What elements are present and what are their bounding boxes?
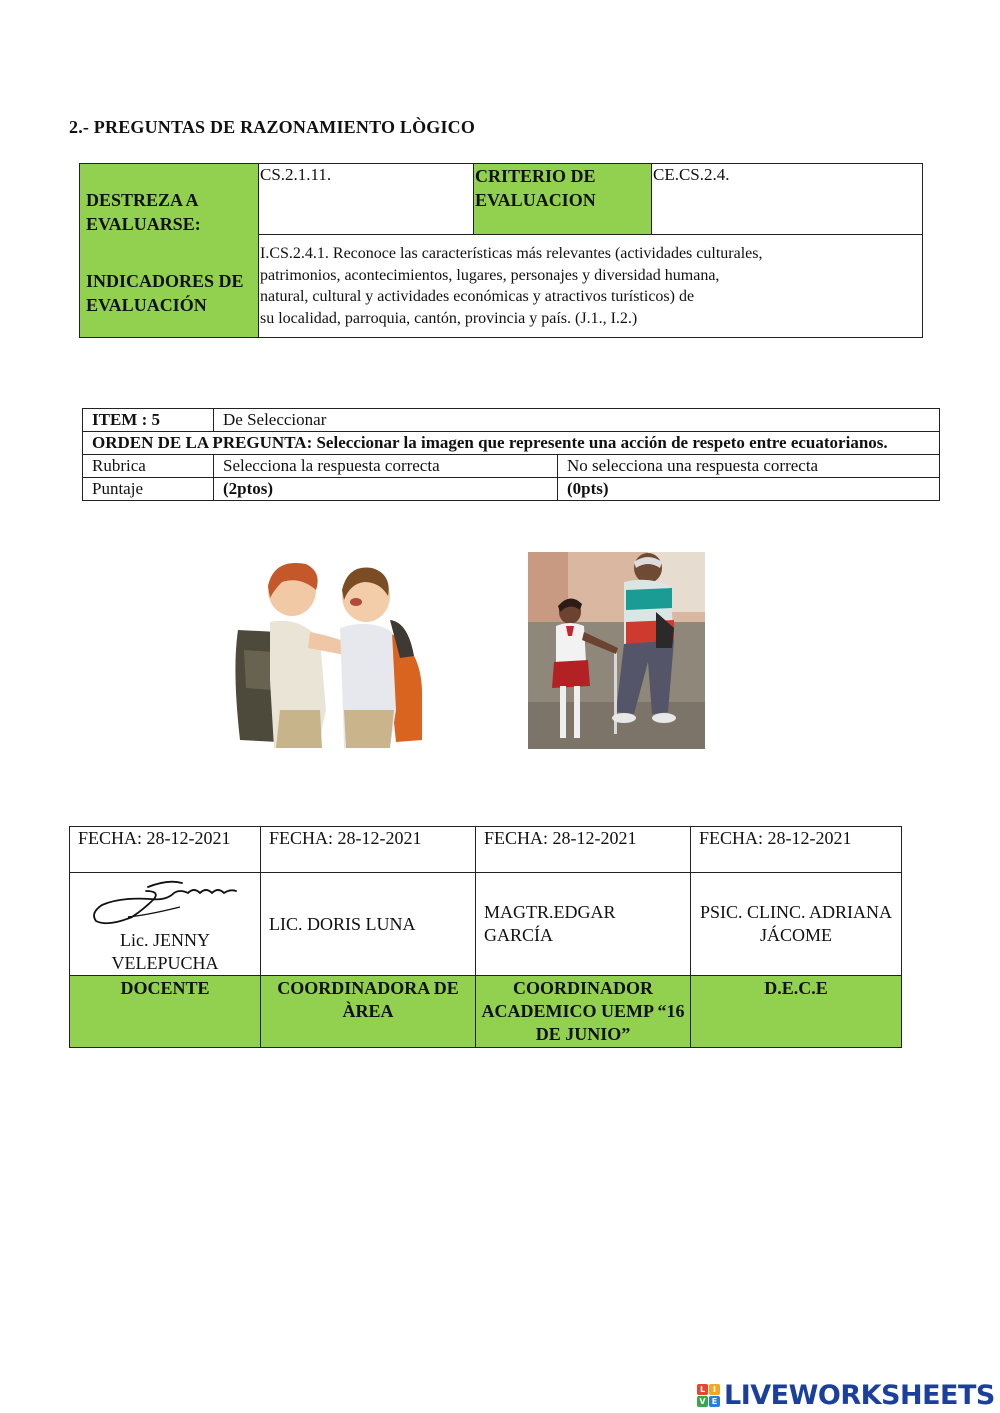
criterio-code: CE.CS.2.4. (652, 164, 923, 235)
signature-table (69, 826, 902, 1048)
orden-pregunta: ORDEN DE LA PREGUNTA: Seleccionar la imagen que represente una acción de respeto entre ecuatorianos. (92, 433, 888, 452)
indicador-line: patrimonios, acontecimientos, lugares, personajes y diversidad humana, (260, 266, 720, 284)
coordinador-name: MAGTR.EDGAR GARCÍA (476, 873, 691, 976)
rubrica-incorrect: No selecciona una respuesta correcta (558, 455, 940, 478)
liveworksheets-logo-icon (697, 1384, 720, 1407)
indicador-text (259, 235, 923, 338)
liveworksheets-wordmark: LIVEWORKSHEETS (724, 1379, 995, 1411)
docente-name: Lic. JENNY VELEPUCHA (111, 930, 219, 973)
destreza-label: DESTREZA A EVALUARSE: (86, 190, 201, 234)
left-label-cell (80, 164, 259, 338)
destreza-code: CS.2.1.11. (259, 164, 474, 235)
criterio-label: CRITERIO DE EVALUACION (474, 164, 652, 235)
item-label: ITEM : 5 (92, 410, 160, 429)
signature-docente-cell (70, 873, 261, 976)
dece-name: PSIC. CLINC. ADRIANA JÁCOME (691, 873, 902, 976)
handwritten-signature (88, 877, 240, 933)
rubrica-label: Rubrica (83, 455, 214, 478)
logo-letter: E (709, 1396, 720, 1407)
indicadores-label: INDICADORES DE EVALUACIÓN (86, 271, 244, 315)
fecha-dece: FECHA: 28-12-2021 (691, 827, 902, 873)
logo-letter: L (697, 1384, 708, 1395)
role-coordinador: COORDINADOR ACADEMICO UEMP “16 DE JUNIO” (476, 976, 691, 1048)
rubrica-correct: Selecciona la respuesta correcta (214, 455, 558, 478)
indicador-line: su localidad, parroquia, cantón, provincia y país. (J.1., I.2.) (260, 309, 638, 327)
fecha-docente: FECHA: 28-12-2021 (70, 827, 261, 873)
liveworksheets-logo[interactable] (697, 1378, 995, 1412)
puntaje-label: Puntaje (83, 478, 214, 501)
role-docente: DOCENTE (70, 976, 261, 1048)
logo-letter: I (709, 1384, 720, 1395)
indicador-line: natural, cultural y actividades económicas y atractivos turísticos) de (260, 288, 695, 305)
puntaje-correct: (2ptos) (223, 479, 274, 498)
item-table (82, 408, 940, 501)
option-image-boys[interactable] (230, 560, 422, 750)
item-type: De Seleccionar (214, 409, 940, 432)
indicador-line: I.CS.2.4.1. Reconoce las características más relevantes (actividades culturales, (260, 245, 763, 262)
criteria-table (79, 163, 923, 338)
logo-letter: V (697, 1396, 708, 1407)
boys-illustration (230, 560, 422, 750)
fecha-coordinador: FECHA: 28-12-2021 (476, 827, 691, 873)
role-coordinadora: COORDINADORA DE ÀREA (261, 976, 476, 1048)
coordinadora-name: LIC. DORIS LUNA (261, 873, 476, 976)
role-dece: D.E.C.E (691, 976, 902, 1048)
puntaje-incorrect: (0pts) (567, 479, 609, 498)
option-image-elder-and-girl[interactable] (528, 552, 705, 749)
section-title: 2.- PREGUNTAS DE RAZONAMIENTO LÒGICO (69, 117, 476, 137)
elder-girl-illustration (528, 552, 705, 749)
fecha-coordinadora: FECHA: 28-12-2021 (261, 827, 476, 873)
